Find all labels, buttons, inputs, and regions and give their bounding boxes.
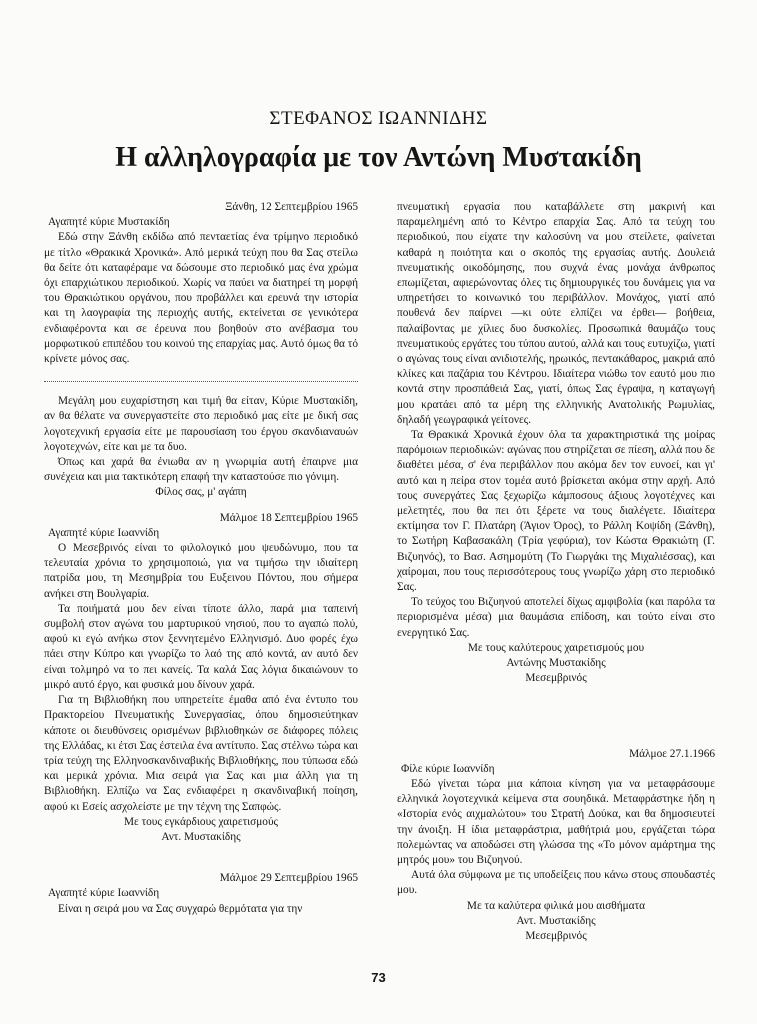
letter-signature: Αντώνης Μυστακίδης	[506, 657, 606, 670]
letter-closing: Με τους εγκάρδιους χαιρετισμούς	[123, 815, 279, 828]
letter-signature: Αντ. Μυστακίδης	[516, 914, 596, 927]
letter-paragraph: Το τεύχος του Βιζυηνού αποτελεί δίχως αμφιβολία (και παρόλα τα περιορισμένα μέσα) μια θαυμάσια επίδοση, και τούτο είναι στο ενεργητικό Σας.	[397, 596, 715, 639]
letter-paragraph: Μεγάλη μου ευχαρίστηση και τιμή θα είταν, Κύριε Μυστακίδη, αν θα θέλατε να συνεργαστείτε στο περιοδικό μας είτε με δική σας λογοτεχνική εργασία είτε με παρουσίαση του έργου σκανδιαναυών λογοτεχνών, είτε και με τα δυο.	[44, 395, 358, 453]
letter-closing: Με τα καλύτερα φιλικά μου αισθήματα	[466, 899, 646, 912]
letter-greeting: Αγαπητέ κύριε Ιωαννίδη	[48, 526, 160, 539]
left-column	[44, 200, 358, 917]
article-title: Η αλληλογραφία με τον Αντώνη Μυστακίδη	[115, 142, 642, 173]
letter-paragraph-start: Είναι η σειρά μου να Σας συγχαρώ θερμότατα για την	[58, 902, 303, 915]
letter-paragraph: Όπως και χαρά θα ένιωθα αν η γνωριμία αυτή έπαιρνε μια συνέχεια και μια τακτικότερη επαφή την καταστούσε πιο γόνιμη.	[44, 456, 358, 484]
letter-paragraph: Αυτά όλα σύμφωνα με τις υποδείξεις που κάνω στους σπουδαστές μου.	[397, 869, 715, 897]
letter-date: Μάλμοε 18 Σεπτεμβρίου 1965	[219, 511, 358, 524]
letter-paragraph-continued: πνευματική εργασία που καταβάλλετε στη μακρινή και παραμελημένη από το Κέντρο επαρχία Σας. Από τα τεύχη του περιοδικού, που είχατε την καλοσύνη να μου στείλετε, φαίνεται καθαρά η ποιότητα και ο σκοπός της εργασίας αυτής. Δουλειά πνευματικής οικοδόμησης, που συχνά ένας μονάχα άνθρωπος επωμίζεται, αφιερώνοντας όλες τις δημιουργικές του δυνάμεις για να υπηρετήσει το κοινωνικό του περιβάλλον. Μονάχος, γιατί από πουθενά δεν παίρνει —κι ούτε ελπίζει να έρθει— βοήθεια, παλαίβοντας με χίλιες δυο δυσκολίες. Προσωπικά θαυμάζω τους πνευματικούς εργάτες του τύπου αυτού, αλλά και τους ευτυχίζω, γιατί ο αγώνας τους είναι ανιδιοτελής, ηρωικός, πεντακάθαρος, μακριά από κλίκες και παζάρια του Κέντρου. Ιδιαίτερα νιώθω τον εαυτό μου πιο κοντά στην προσπάθειά Σας, γιατί, όπως Σας έγραψα, η καταγωγή μου κρατάει από τα μέρη της ελληνικής Ανατολικής Ρωμυλίας, δηλαδή γεωγραφικά γείτονες.	[397, 201, 715, 426]
letter-greeting: Αγαπητέ κύριε Ιωαννίδη	[48, 887, 160, 900]
letter-paragraph: Εδώ στην Ξάνθη εκδίδω από πενταετίας ένα τρίμηνο περιοδικό με τίτλο «Θρακικά Χρονικά». Από μερικά τεύχη που θα Σας στείλω θα δείτε ότι καταφέραμε να δώσουμε στο περιοδικό μας ένα χρώμα όχι επαρχιώτικου περιοδικού. Χωρίς να παύει να διατηρεί τη μορφή του Θρακιώτικου οργάνου, που προβάλλει και ερευνά την ιστορία και τη λαογραφία της περιοχής αυτής, εκτείνεται σε γενικότερα ενδιαφέροντα και σε έρευνα που βοηθούν στο ανέβασμα του μορφωτικού επιπέδου του κοινού της επαρχίας μας. Αυτό όμως θα τό κρίνετε μόνος σας.	[44, 231, 358, 366]
letter-paragraph: Τα Θρακικά Χρονικά έχουν όλα τα χαρακτηριστικά της μοίρας παρόμοιων περιοδικών: αγώνας που στηρίζεται σε πίεση, αλλά που δε διαθέτει μέσα, σ' ένα περιβάλλον που ακόμα δεν τον ευνοεί, και γι' αυτό και η πείρα στον τομέα αυτό βρίσκεται ακόμα στην αρχή. Από τους συνεργάτες Σας ξεχωρίζω κάμποσους άξιους λογοτέχνες και μελετητές, που θα πει ότι ξέρετε να τους διαλέγετε. Ιδιαίτερα εκτίμησα τον Γ. Πλατάρη (Άγιον Όρος), το Ράλλη Κοψίδη (Ξάνθη), το Σωτήρη Καβασακάλη (Τρία γεφύρια), τον Κώστα Θρακιώτη (Γ. Βιζυηνός), το Βασ. Ασημομύτη (Το Γιωργάκι της Μιχαλιέσσας), και χαίρομαι, που τους περισσότερους τους γνωρίζω χάρη στο περιοδικό Σας.	[397, 429, 715, 594]
letter-date: Μάλμοε 29 Σεπτεμβρίου 1965	[219, 872, 358, 885]
letter-paragraph: Εδώ γίνεται τώρα μια κάποια κίνηση για να μεταφράσουμε ελληνικά λογοτεχνικά κείμενα στα σουηδικά. Μεταφράστηκε ήδη η «Ιστορία ενός αιχμαλώτου» του Στρατή Δούκα, και θα δημοσιευτεί την άνοιξη. Η ίδια μεταφράστρια, μαθήτριά μου, εργάζεται τώρα πολεμώντας να αποδώσει στη γλώσσα της «Το μόνον αμάρτημα της μητρός μου» του Βιζυηνού.	[397, 777, 715, 866]
right-column	[397, 200, 715, 944]
letter-paragraph: Για τη Βιβλιοθήκη που υπηρετείτε έμαθα από ένα έντυπο του Πρακτορείου Πνευματικής Συνεργασίας, όπου δημοσιεύτηκαν κάποτε οι διευθύνσεις ορισμένων βιβλιοθηκών σε διάφορες πόλεις της Ελλάδας, κι έτσι Σας έστειλα ένα αντίτυπο. Σας στέλνω τώρα και τρία τεύχη της Ελληνοσκανδιναβικής Βιβλιοθήκης, που τύπωσα εδώ και μερικά χρόνια. Μια σειρά για Σας και μια άλλη για τη Βιβλιοθήκη. Ελπίζω να Σας ενδιαφέρει η σκανδιναβική ποίηση, αφού κι Εσείς ασχολείστε με την τέχνη της Σαπφώς.	[44, 694, 358, 813]
letter-closing: Φίλος σας, μ' αγάπη	[155, 486, 247, 499]
letter-pseudonym: Μεσεμβρινός	[525, 672, 587, 685]
letter-paragraph: Ο Μεσεβρινός είναι το φιλολογικό μου ψευδώνυμο, που τα τελευταία χρόνια το χρησιμοποιώ, για να τιμήσω την ιδιαίτερη πατρίδα μου, τη Μεσημβρία του Ευξεινου Πόντου, που σήμερα ανήκει στη Βουλγαρία.	[44, 542, 358, 600]
letter-greeting: Αγαπητέ κύριε Μυστακίδη	[48, 216, 170, 229]
letter-paragraph: Τα ποιήματά μου δεν είναι τίποτε άλλο, παρά μια ταπεινή συμβολή στον αγώνα του μαρτυρικού νησιού, που το αγαπώ πολύ, αφού κι εγώ ανήκω στον ξεννητεμένο Ελληνισμό. Δυο φορές έχω πάει στην Κύπρο και γνωρίζω το λαό της από κοντά, αν αυτό δεν είναι τολμηρό να το πει κανείς. Τα καλά Σας λόγια δικαιώνουν το μικρό αυτό έργο, και φυσικά μου δίνουν χαρά.	[44, 602, 358, 691]
letter-date: Ξάνθη, 12 Σεπτεμβρίου 1965	[225, 201, 358, 213]
letter-date: Μάλμοε 27.1.1966	[629, 747, 715, 760]
letter-signature: Αντ. Μυστακίδης	[161, 830, 241, 843]
letter-pseudonym: Μεσεμβρινός	[525, 929, 587, 942]
page-number: 73	[371, 970, 386, 985]
dotted-divider	[44, 381, 358, 382]
letter-greeting: Φίλε κύριε Ιωαννίδη	[401, 762, 495, 775]
letter-closing: Με τους καλύτερους χαιρετισμούς μου	[467, 641, 645, 654]
author-name: ΣΤΕΦΑΝΟΣ ΙΩΑΝΝΙΔΗΣ	[269, 108, 488, 129]
